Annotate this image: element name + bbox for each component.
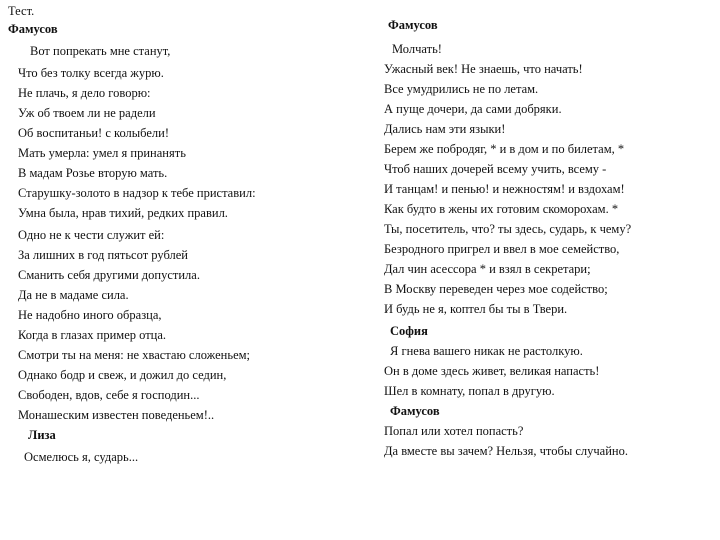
- verse-line: Однако бодр и свеж, и дожил до седин,: [18, 368, 227, 382]
- verse-line: Об воспитаньи! с колыбели!: [18, 126, 170, 140]
- verse-line: Уж об твоем ли не радели: [18, 106, 156, 120]
- verse-line: И танцам! и пенью! и нежностям! и вздохам!: [384, 182, 625, 196]
- verse-line: Шел в комнату, попал в другую.: [384, 384, 555, 398]
- verse-line: Все умудрились не по летам.: [384, 82, 539, 96]
- verse-line: Да вместе вы зачем? Нельзя, чтобы случайно.: [384, 444, 628, 458]
- verse-line: Когда в глазах пример отца.: [18, 328, 167, 342]
- verse-line: Вот попрекать мне станут,: [30, 44, 171, 58]
- speaker-name: София: [390, 324, 428, 338]
- speaker-name: Фамусов: [388, 18, 438, 32]
- verse-line: Берем же побродяг, * и в дом и по билетам, *: [384, 142, 625, 156]
- speaker-name: Фамусов: [390, 404, 440, 418]
- verse-line: За лишних в год пятьсот рублей: [18, 248, 188, 262]
- verse-line: Дались нам эти языки!: [384, 122, 506, 136]
- verse-line: Да не в мадаме сила.: [18, 288, 129, 302]
- verse-line: Попал или хотел попасть?: [384, 424, 524, 438]
- verse-line: В мадам Розье вторую мать.: [18, 166, 168, 180]
- verse-line: Безродного пригрел и ввел в мое семейство,: [384, 242, 620, 256]
- verse-line: Я гнева вашего никак не растолкую.: [390, 344, 583, 358]
- verse-line: Монашеским известен поведеньем!..: [18, 408, 215, 422]
- verse-line: Умна была, нрав тихий, редких правил.: [18, 206, 228, 220]
- speaker-name: Фамусов: [8, 22, 58, 36]
- verse-line: Старушку-золото в надзор к тебе приставил:: [18, 186, 256, 200]
- verse-line: Не плачь, я дело говорю:: [18, 86, 151, 100]
- verse-line: Что без толку всегда журю.: [18, 66, 164, 80]
- speaker-name: Лиза: [28, 428, 56, 442]
- verse-line: Молчать!: [392, 42, 442, 56]
- verse-line: Дал чин асессора * и взял в секретари;: [384, 262, 591, 276]
- verse-line: Сманить себя другими допустила.: [18, 268, 200, 282]
- verse-line: Он в доме здесь живет, великая напасть!: [384, 364, 600, 378]
- verse-line: Одно не к чести служит ей:: [18, 228, 165, 242]
- verse-line: В Москву переведен через мое содейство;: [384, 282, 608, 296]
- verse-line: Свободен, вдов, себе я господин...: [18, 388, 200, 402]
- verse-line: Тест.: [8, 4, 35, 18]
- verse-line: Не надобно иного образца,: [18, 308, 162, 322]
- verse-line: Мать умерла: умел я принанять: [18, 146, 186, 160]
- verse-line: Ты, посетитель, что? ты здесь, сударь, к чему?: [384, 222, 632, 236]
- verse-line: Чтоб наших дочерей всему учить, всему -: [384, 162, 607, 176]
- verse-line: А пуще дочери, да сами добряки.: [384, 102, 562, 116]
- verse-line: Осмелюсь я, сударь...: [24, 450, 139, 464]
- verse-line: И будь не я, коптел бы ты в Твери.: [384, 302, 568, 316]
- verse-line: Как будто в жены их готовим скоморохам. *: [384, 202, 619, 216]
- verse-line: Смотри ты на меня: не хвастаю сложеньем;: [18, 348, 250, 362]
- verse-line: Ужасный век! Не знаешь, что начать!: [384, 62, 583, 76]
